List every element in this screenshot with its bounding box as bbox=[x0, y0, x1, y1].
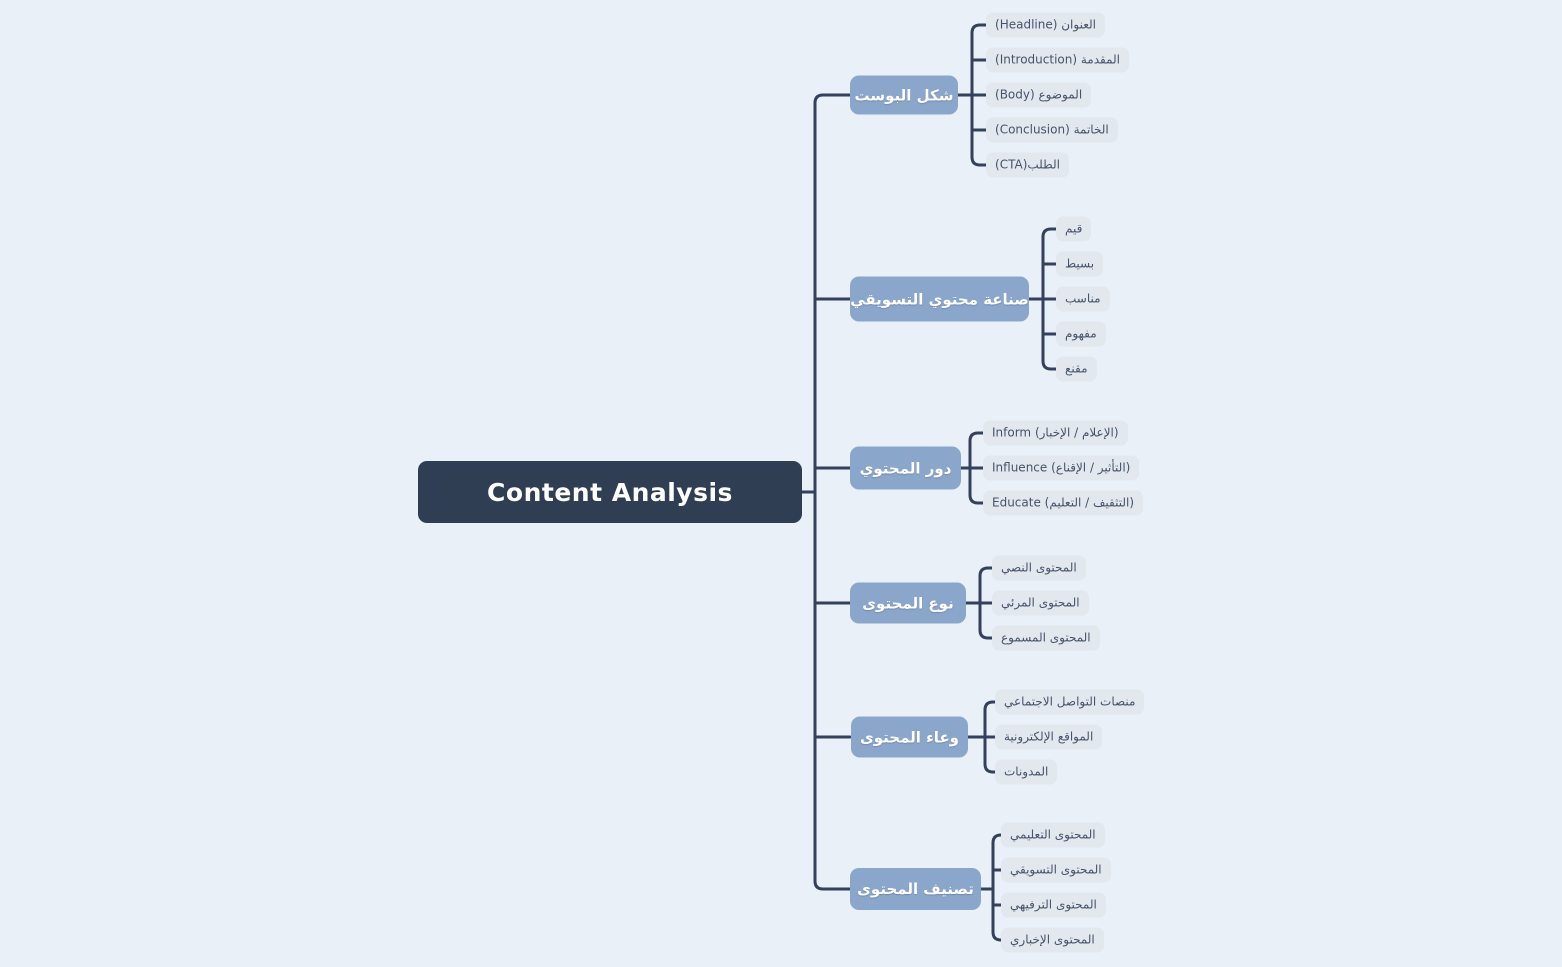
branch-content-role[interactable]: دور المحتوي bbox=[850, 447, 961, 490]
leaf-inform[interactable]: Inform (الإعلام / الإخبار) bbox=[983, 421, 1128, 446]
leaf-valuable[interactable]: قيم bbox=[1056, 217, 1091, 242]
leaf-entertainment-content[interactable]: المحتوى الترفيهي bbox=[1001, 893, 1106, 918]
branch2-child-spine bbox=[1029, 229, 1056, 369]
leaf-websites[interactable]: المواقع الإلكترونية bbox=[995, 725, 1102, 750]
branch1-child-spine bbox=[958, 25, 986, 165]
leaf-news-content[interactable]: المحتوى الإخباري bbox=[1001, 928, 1104, 953]
leaf-simple[interactable]: بسيط bbox=[1056, 252, 1103, 277]
branch6-child-spine bbox=[981, 835, 1001, 940]
leaf-social-platforms[interactable]: منصات التواصل الاجتماعي bbox=[995, 690, 1144, 715]
leaf-headline[interactable]: العنوان (Headline) bbox=[986, 13, 1105, 38]
leaf-cta[interactable]: الطلب(CTA) bbox=[986, 153, 1069, 178]
branch-content-classification[interactable]: تصنيف المحتوى bbox=[850, 868, 981, 910]
branch-content-container[interactable]: وعاء المحتوى bbox=[851, 717, 968, 758]
leaf-text-content[interactable]: المحتوى النصي bbox=[992, 556, 1086, 581]
leaf-suitable[interactable]: مناسب bbox=[1056, 287, 1110, 312]
leaf-educational-content[interactable]: المحتوى التعليمي bbox=[1001, 823, 1105, 848]
main-spine bbox=[815, 95, 850, 889]
leaf-influence[interactable]: Influence (التأثير / الإقناع) bbox=[983, 456, 1139, 481]
leaf-blogs[interactable]: المدونات bbox=[995, 760, 1057, 785]
leaf-educate[interactable]: Educate (التثقيف / التعليم) bbox=[983, 491, 1143, 516]
branch-post-shape[interactable]: شكل البوست bbox=[850, 76, 958, 115]
leaf-body[interactable]: الموضوع (Body) bbox=[986, 83, 1091, 108]
branch-content-type[interactable]: نوع المحتوى bbox=[850, 583, 966, 624]
branch3-child-spine bbox=[961, 433, 983, 503]
leaf-visual-content[interactable]: المحتوى المرئي bbox=[992, 591, 1089, 616]
leaf-audio-content[interactable]: المحتوى المسموع bbox=[992, 626, 1100, 651]
leaf-convincing[interactable]: مقنع bbox=[1056, 357, 1097, 382]
branch4-child-spine bbox=[966, 568, 992, 638]
root-node[interactable]: Content Analysis bbox=[418, 461, 802, 523]
leaf-conclusion[interactable]: الخاتمة (Conclusion) bbox=[986, 118, 1118, 143]
leaf-understandable[interactable]: مفهوم bbox=[1056, 322, 1106, 347]
leaf-marketing-content[interactable]: المحتوى التسويقي bbox=[1001, 858, 1111, 883]
leaf-introduction[interactable]: المقدمة (Introduction) bbox=[986, 48, 1129, 73]
branch-marketing-content-creation[interactable]: صناعة محتوي التسويقي bbox=[850, 277, 1029, 322]
branch5-child-spine bbox=[968, 702, 995, 772]
